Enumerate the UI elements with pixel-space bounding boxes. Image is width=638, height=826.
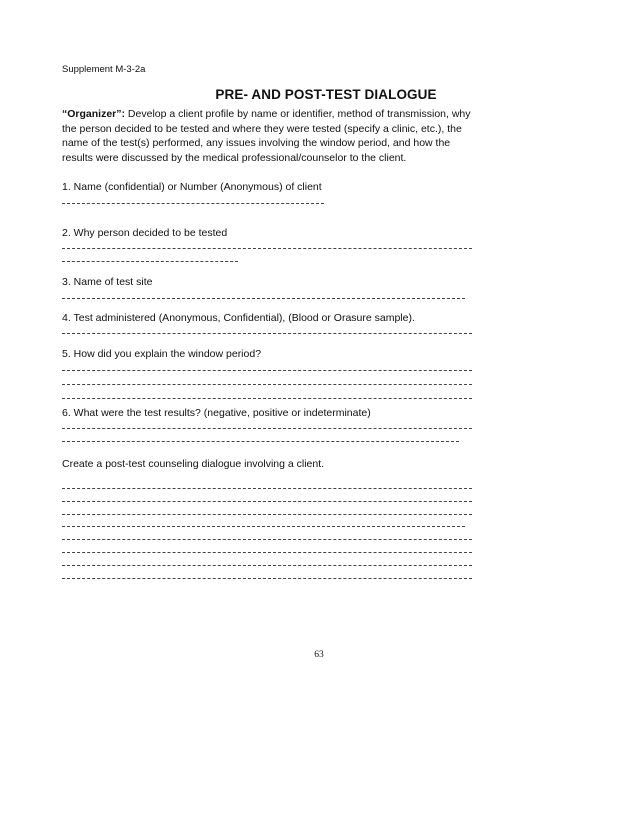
answer-line[interactable]	[62, 552, 472, 553]
answer-line[interactable]	[62, 298, 465, 299]
answer-line[interactable]	[62, 565, 472, 566]
answer-line[interactable]	[62, 203, 324, 204]
organizer-text: Develop a client profile by name or identifier, method of transmission, why the person decided to be tested and where they were tested (specify a clinic, etc.), the name of the test(s) performed, any issues involving the window period, and how the results were discussed by the medical professional/counselor to the client.	[62, 108, 471, 164]
closing-prompt: Create a post-test counseling dialogue involving a client.	[62, 458, 325, 470]
answer-line[interactable]	[62, 333, 472, 334]
organizer-paragraph	[62, 107, 482, 165]
answer-line[interactable]	[62, 526, 465, 527]
answer-line[interactable]	[62, 488, 472, 489]
page-number: 63	[314, 650, 324, 660]
answer-line[interactable]	[62, 398, 472, 399]
organizer-label: “Organizer”:	[62, 108, 126, 120]
answer-line[interactable]	[62, 514, 472, 515]
answer-line[interactable]	[62, 539, 472, 540]
question-3: 3. Name of test site	[62, 276, 153, 288]
question-5: 5. How did you explain the window period?	[62, 348, 262, 360]
supplement-label: Supplement M-3-2a	[62, 64, 146, 75]
question-4: 4. Test administered (Anonymous, Confidential), (Blood or Orasure sample).	[62, 312, 415, 324]
answer-line[interactable]	[62, 370, 472, 371]
answer-line[interactable]	[62, 248, 472, 249]
answer-line[interactable]	[62, 441, 459, 442]
answer-line[interactable]	[62, 428, 472, 429]
answer-line[interactable]	[62, 578, 472, 579]
question-2: 2. Why person decided to be tested	[62, 227, 228, 239]
page-title: PRE- AND POST-TEST DIALOGUE	[215, 87, 437, 102]
question-6: 6. What were the test results? (negative, positive or indeterminate)	[62, 407, 371, 419]
answer-line[interactable]	[62, 384, 472, 385]
question-1: 1. Name (confidential) or Number (Anonymous) of client	[62, 181, 322, 193]
answer-line[interactable]	[62, 261, 238, 262]
answer-line[interactable]	[62, 501, 472, 502]
